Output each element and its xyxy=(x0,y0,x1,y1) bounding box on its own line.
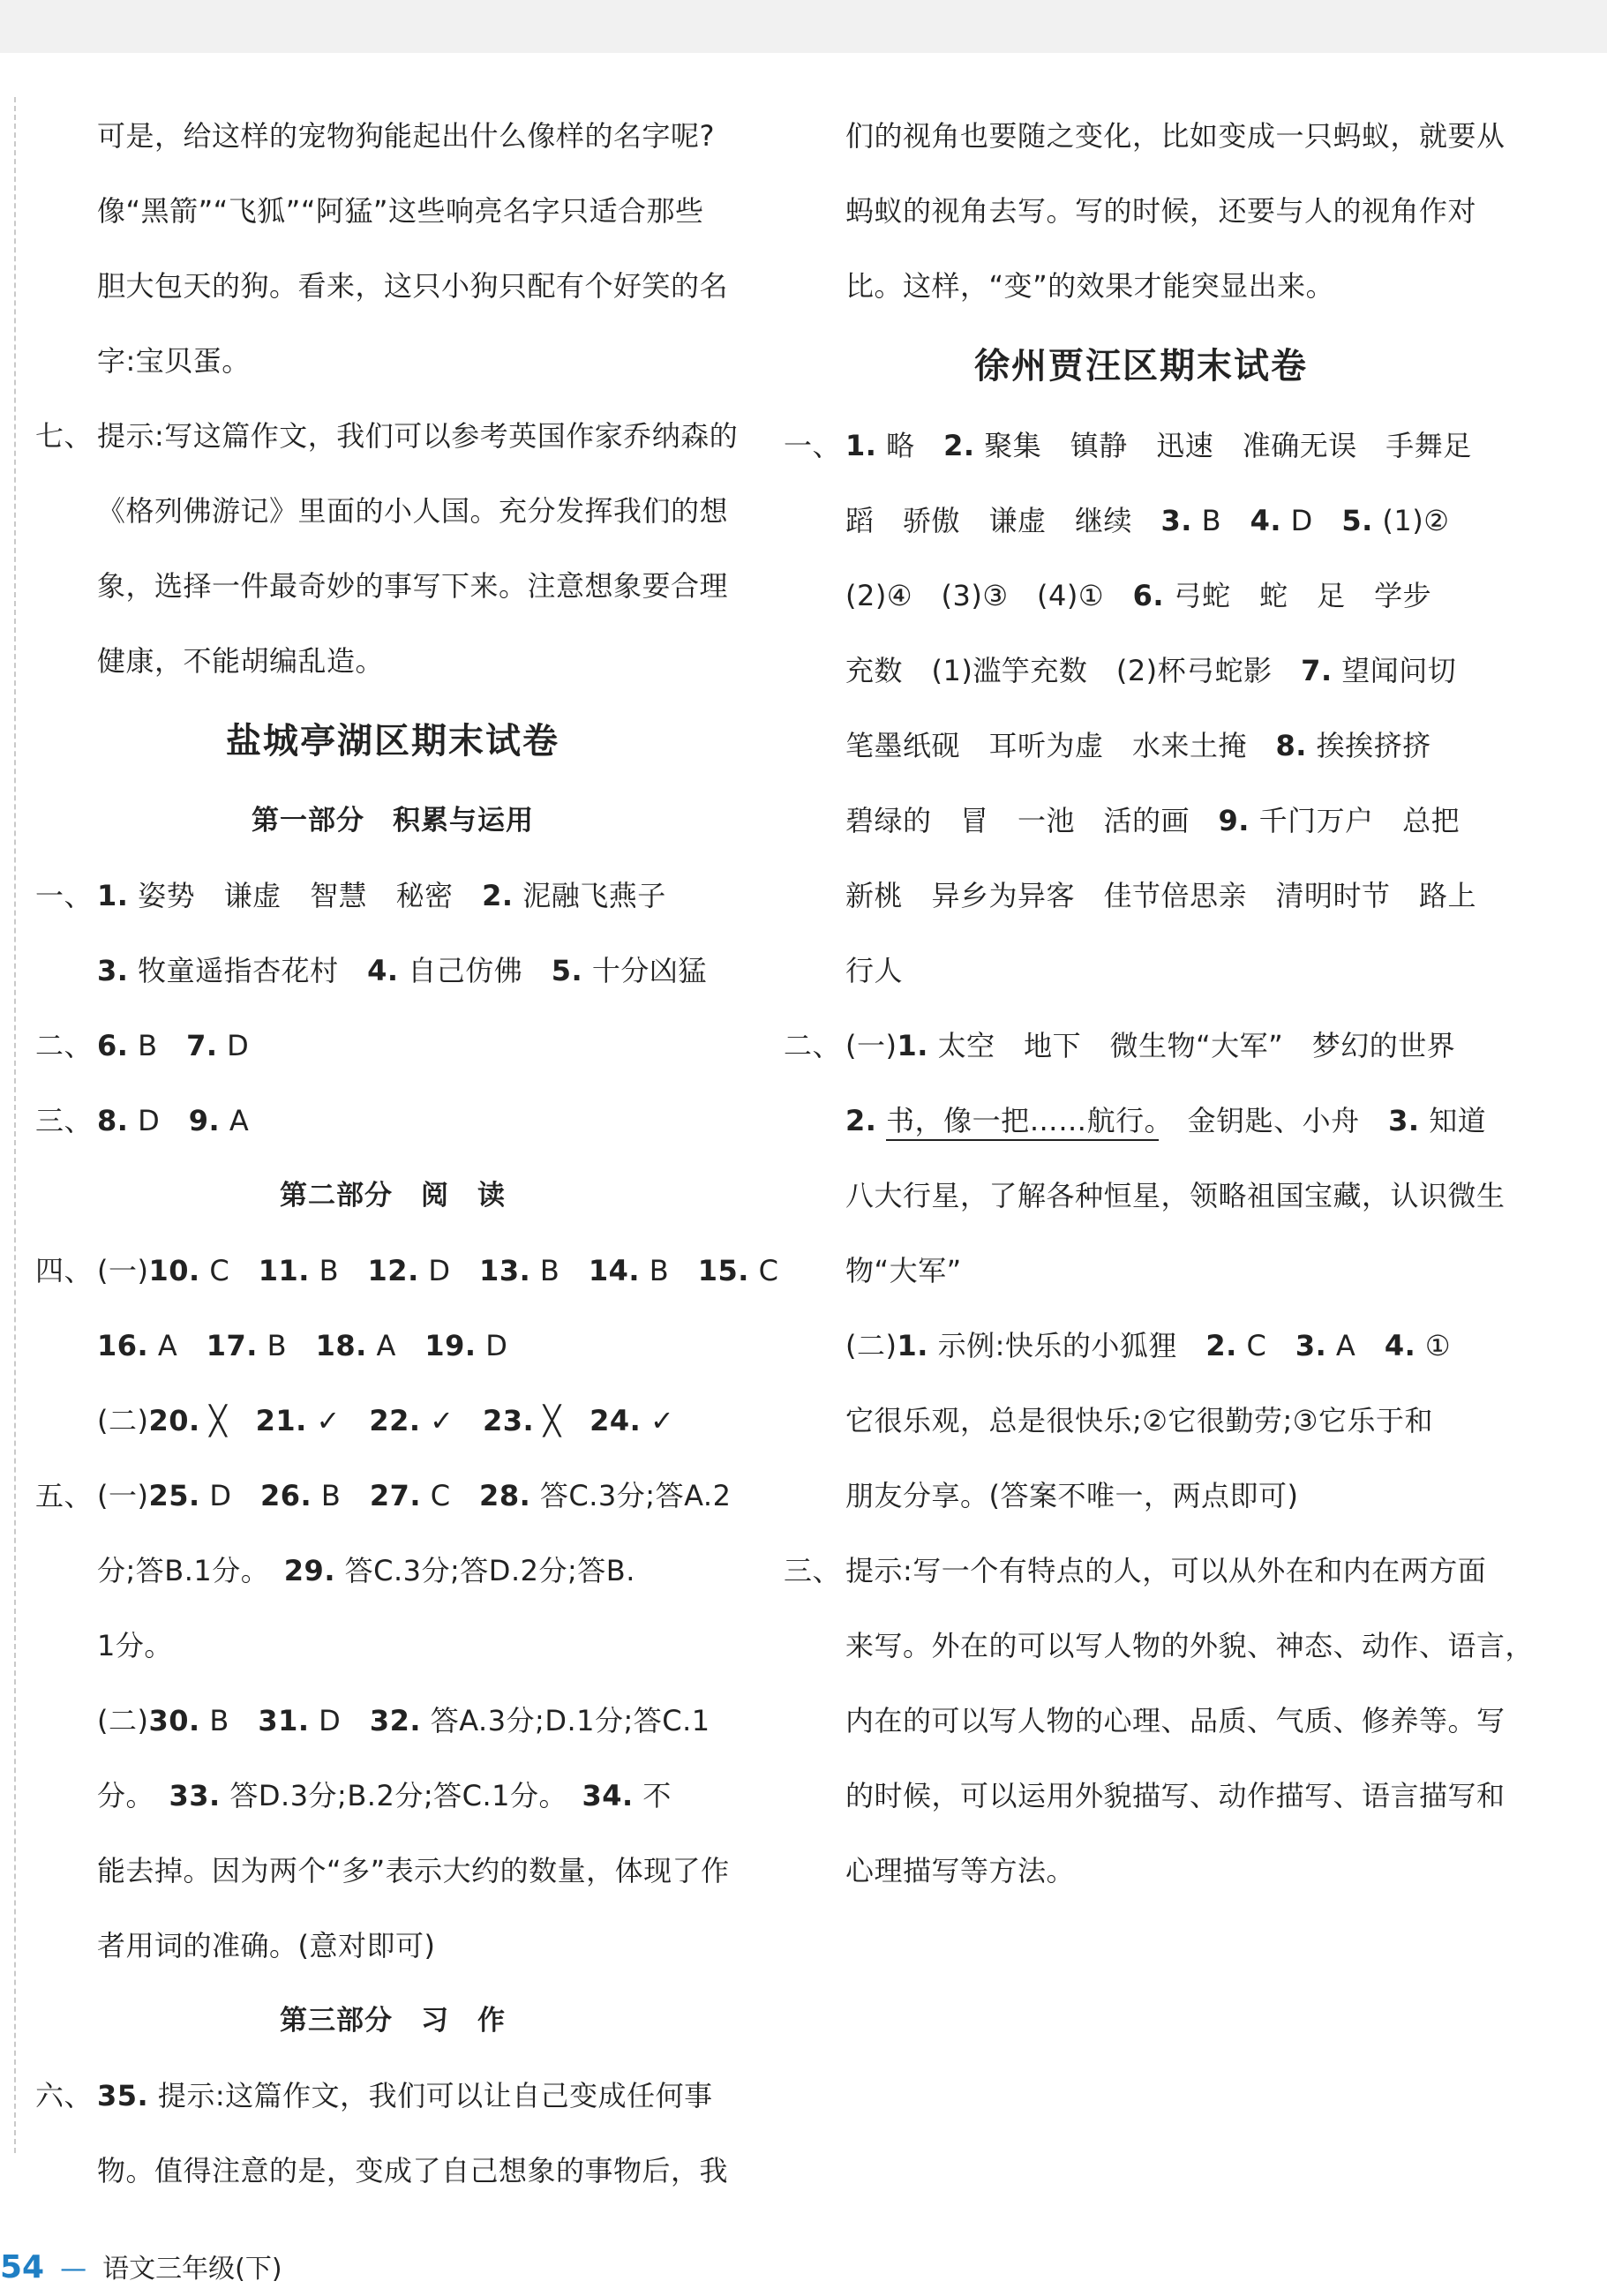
section-marker: 五、 xyxy=(35,1479,94,1512)
answer-line: 朋友分享。(答案不唯一，两点即可) xyxy=(845,1479,1299,1512)
answer-line: 二、 6. B 7. D xyxy=(35,1009,750,1084)
answer-line: 笔墨纸砚 耳听为虚 水来土掩 8. 挨挨挤挤 xyxy=(845,729,1431,762)
answer-line: 六、 35. 提示:这篇作文，我们可以让自己变成任何事 xyxy=(35,2059,750,2134)
footer-separator: — xyxy=(60,2254,87,2285)
section-marker: 二、 xyxy=(35,1029,94,1062)
intro-line: 比。这样，“变”的效果才能突显出来。 xyxy=(845,269,1335,303)
section-marker: 七、 xyxy=(35,419,94,453)
answer-line: 八大行星，了解各种恒星，领略祖国宝藏，认识微生 xyxy=(845,1179,1506,1212)
answer-line: 内在的可以写人物的心理、品质、气质、修养等。写 xyxy=(845,1704,1506,1737)
right-column xyxy=(784,99,1535,1909)
answer-line: 三、 8. D 9. A xyxy=(35,1084,750,1159)
answer-line: 一、 1. 略 2. 聚集 镇静 迅速 准确无误 手舞足 xyxy=(784,409,1498,484)
answer-line: (二)1. 示例:快乐的小狐狸 2. C 3. A 4. ① xyxy=(845,1329,1452,1362)
check-mark: ✓ xyxy=(306,1404,370,1437)
check-mark: ✓ xyxy=(420,1404,483,1437)
answer-line: 五、 (一)25. D 26. B 27. C 28. 答C.3分;答A.2 xyxy=(35,1459,750,1534)
answer-7-line: 《格列佛游记》里面的小人国。充分发挥我们的想 xyxy=(97,494,729,528)
section-marker: 三、 xyxy=(35,1104,94,1137)
answer-line: 四、 (一)10. C 11. B 12. D 13. B 14. B 15. C xyxy=(35,1234,750,1309)
page-number: 54 xyxy=(0,2249,45,2285)
answer-line: 充数 (1)滥竽充数 (2)杯弓蛇影 7. 望闻问切 xyxy=(845,654,1457,687)
answer-line: 物。值得注意的是，变成了自己想象的事物后，我 xyxy=(97,2154,729,2187)
part-heading: 第二部分 阅 读 xyxy=(280,1180,506,1212)
intro-line: 字:宝贝蛋。 xyxy=(97,344,251,378)
exam-title: 徐州贾汪区期末试卷 xyxy=(974,346,1308,386)
answer-line: 一、 1. 姿势 谦虚 智慧 秘密 2. 泥融飞燕子 xyxy=(35,859,750,934)
section-marker: 二、 xyxy=(784,1029,842,1062)
book-title: 语文三年级(下) xyxy=(102,2254,282,2285)
answer-7-line: 象，选择一件最奇妙的事写下来。注意想象要合理 xyxy=(97,569,729,603)
answer-line: 1分。 xyxy=(97,1629,173,1662)
answer-line: 2. 书，像一把……航行。 金钥匙、小舟 3. 知道 xyxy=(784,1084,1498,1159)
part-heading: 第三部分 习 作 xyxy=(280,2005,506,2037)
top-scan-band xyxy=(0,0,1607,53)
section-marker: 一、 xyxy=(35,879,94,912)
answer-line: (二)20. ╳ 21. ✓ 22. ✓ 23. ╳ 24. ✓ xyxy=(97,1404,675,1437)
intro-line: 蚂蚁的视角去写。写的时候，还要与人的视角作对 xyxy=(845,194,1477,228)
intro-line: 可是，给这样的宠物狗能起出什么像样的名字呢? xyxy=(97,119,715,153)
left-column xyxy=(35,99,779,2209)
answer-line: 碧绿的 冒 一池 活的画 9. 千门万户 总把 xyxy=(845,804,1461,837)
answer-line: (2)④ (3)③ (4)① 6. 弓蛇 蛇 足 学步 xyxy=(845,579,1432,612)
answer-line: 者用词的准确。(意对即可) xyxy=(97,1929,436,1962)
answer-line: 能去掉。因为两个“多”表示大约的数量，体现了作 xyxy=(97,1854,730,1887)
left-margin-rule xyxy=(14,97,16,2153)
answer-line: 来写。外在的可以写人物的外貌、神态、动作、语言， xyxy=(845,1629,1535,1662)
intro-line: 胆大包天的狗。看来，这只小狗只配有个好笑的名 xyxy=(97,269,729,303)
answer-line: 蹈 骄傲 谦虚 继续 3. B 4. D 5. (1)② xyxy=(845,504,1450,537)
answer-line: (二)30. B 31. D 32. 答A.3分;D.1分;答C.1 xyxy=(97,1704,710,1737)
answer-line: 三、 提示:写一个有特点的人，可以从外在和内在两方面 xyxy=(784,1534,1498,1609)
cross-mark: ╳ xyxy=(534,1404,590,1437)
answer-7-line: 健康，不能胡编乱造。 xyxy=(97,644,385,678)
underlined-answer: 书，像一把……航行。 xyxy=(886,1104,1159,1141)
part-heading: 第一部分 积累与运用 xyxy=(252,805,534,837)
page-footer xyxy=(0,2241,282,2294)
intro-line: 们的视角也要随之变化，比如变成一只蚂蚁，就要从 xyxy=(845,119,1506,153)
section-marker: 六、 xyxy=(35,2079,94,2112)
answer-7-line: 七、 提示:写这篇作文，我们可以参考英国作家乔纳森的 xyxy=(35,399,750,474)
answer-line: 的时候，可以运用外貌描写、动作描写、语言描写和 xyxy=(845,1779,1506,1812)
section-marker: 三、 xyxy=(784,1554,842,1587)
answer-line: 新桃 异乡为异客 佳节倍思亲 清明时节 路上 xyxy=(845,879,1477,912)
answer-line: 16. A 17. B 18. A 19. D xyxy=(97,1329,508,1362)
exam-title: 盐城亭湖区期末试卷 xyxy=(226,721,559,762)
answer-line: 3. 牧童遥指杏花村 4. 自己仿佛 5. 十分凶猛 xyxy=(97,954,707,987)
answer-line: 分。 33. 答D.3分;B.2分;答C.1分。 34. 不 xyxy=(97,1779,672,1812)
intro-line: 像“黑箭”“飞狐”“阿猛”这些响亮名字只适合那些 xyxy=(97,194,704,228)
cross-mark: ╳ xyxy=(199,1404,256,1437)
section-marker: 一、 xyxy=(784,429,842,462)
answer-line: 它很乐观，总是很快乐;②它很勤劳;③它乐于和 xyxy=(845,1404,1433,1437)
check-mark: ✓ xyxy=(641,1404,675,1437)
answer-line: 行人 xyxy=(845,954,904,987)
answer-line: 心理描写等方法。 xyxy=(845,1854,1076,1887)
answer-line: 分;答B.1分。 29. 答C.3分;答D.2分;答B. xyxy=(97,1554,635,1587)
answer-line: 二、 (一)1. 太空 地下 微生物“大军” 梦幻的世界 xyxy=(784,1009,1498,1084)
section-marker: 四、 xyxy=(35,1254,94,1287)
answer-line: 物“大军” xyxy=(845,1254,962,1287)
